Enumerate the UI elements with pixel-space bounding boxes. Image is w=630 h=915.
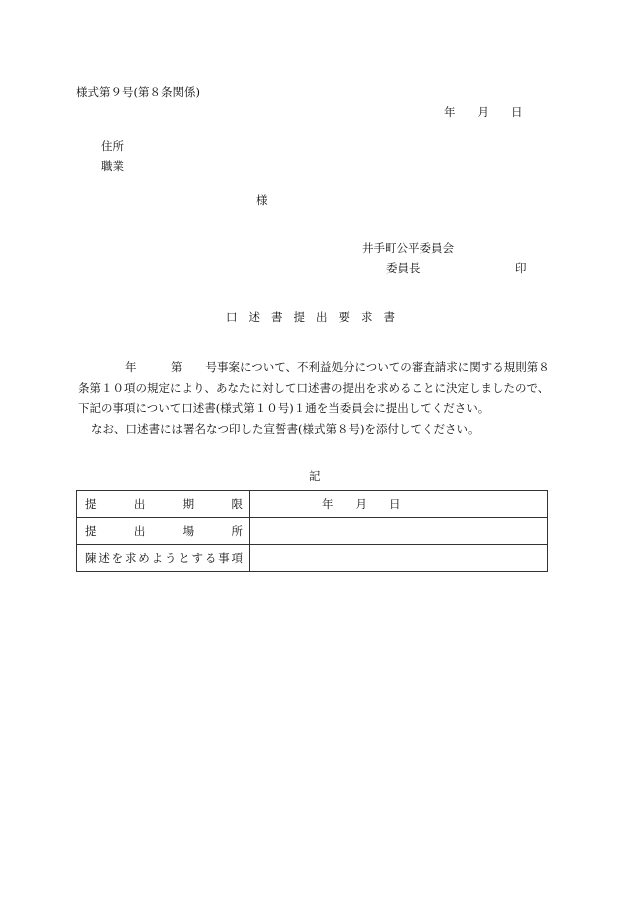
label-char: 出 xyxy=(133,497,146,511)
label-char: め xyxy=(138,551,150,565)
label-char: 期 xyxy=(182,497,195,511)
document-title: 口述書提出要求書 xyxy=(226,310,406,324)
paragraph-2: なお、口述書には署名なつ印した宣誓書(様式第８号)を添付してください。 xyxy=(91,421,480,436)
label-char: う xyxy=(164,551,177,565)
value-deadline[interactable] xyxy=(250,491,548,518)
label-char: 求 xyxy=(124,551,137,565)
label-char: す xyxy=(191,551,203,565)
label-char: 提 xyxy=(85,524,97,538)
deadline-year: 年 xyxy=(322,497,334,511)
value-matters[interactable] xyxy=(250,545,548,572)
label-char: 述 xyxy=(98,551,110,565)
occupation-label: 職業 xyxy=(101,159,124,173)
deadline-month: 月 xyxy=(355,497,367,511)
label-char: 出 xyxy=(133,524,146,538)
issuer-organization: 井手町公平委員会 xyxy=(362,241,454,255)
label-matters xyxy=(77,545,250,572)
label-char: 事 xyxy=(218,551,230,565)
label-char: る xyxy=(204,551,217,565)
label-char: と xyxy=(178,551,190,565)
label-char: を xyxy=(111,551,124,565)
seal-mark: 印 xyxy=(515,261,527,275)
date-month: 月 xyxy=(477,105,489,119)
body-text xyxy=(78,357,554,439)
table-row-place xyxy=(77,518,548,545)
label-place xyxy=(77,518,250,545)
label-char: 項 xyxy=(231,551,243,565)
ki-heading: 記 xyxy=(309,469,321,483)
label-char: 場 xyxy=(182,524,195,538)
address-label: 住所 xyxy=(101,139,124,153)
label-char: 所 xyxy=(231,524,243,538)
table-row-deadline xyxy=(77,491,548,518)
value-place[interactable] xyxy=(250,518,548,545)
label-deadline xyxy=(77,491,250,518)
label-char: よ xyxy=(151,551,164,565)
paragraph-1: 年 第 号事案について、不利益処分についての審査請求に関する規則第８条第１０項の規定により、あなたに対して口述書の提出を求めることに決定しましたので、下記の事項について口述書(様式第１０号)１通を当委員会に提出してください。 xyxy=(78,360,550,415)
label-char: 陳 xyxy=(85,551,97,565)
deadline-day: 日 xyxy=(389,497,401,511)
date-day: 日 xyxy=(511,105,523,119)
form-number: 様式第９号(第８条関係) xyxy=(76,85,200,99)
label-char: 限 xyxy=(231,497,243,511)
honorific-sama: 様 xyxy=(256,193,268,207)
date-line xyxy=(444,104,523,120)
label-char: 提 xyxy=(85,497,97,511)
date-year: 年 xyxy=(444,105,456,119)
submission-table xyxy=(76,490,548,572)
issuer-title: 委員長 xyxy=(386,261,421,275)
table-row-matters xyxy=(77,545,548,572)
